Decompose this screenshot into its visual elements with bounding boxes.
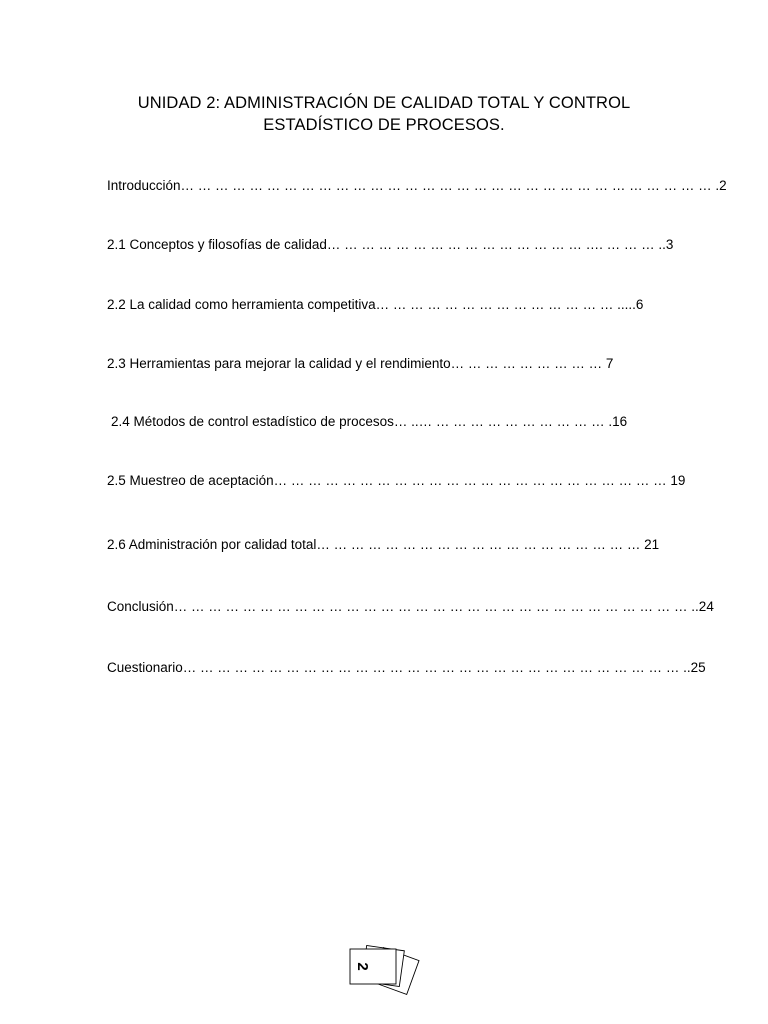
page-number-stack <box>342 940 422 1000</box>
toc-entry-2-2: 2.2 La calidad como herramienta competitiva… … … … … … … … … … … … … … .....6 <box>107 297 644 312</box>
page-title <box>96 92 672 136</box>
toc-entry-2-4: 2.4 Métodos de control estadístico de procesos… ..… … … … … … … … … … … .16 <box>111 414 628 429</box>
toc-entry-cuestionario: Cuestionario… … … … … … … … … … … … … … … … … … … … … … … … … … … … … ..25 <box>107 660 706 675</box>
toc-entry-2-5: 2.5 Muestreo de aceptación… … … … … … … … … … … … … … … … … … … … … … … 19 <box>107 473 686 488</box>
page-title-line-2: ESTADÍSTICO DE PROCESOS. <box>263 116 505 134</box>
toc-entry-conclusion: Conclusión… … … … … … … … … … … … … … … … … … … … … … … … … … … … … … ..24 <box>107 599 714 614</box>
page-number: 2 <box>354 962 371 971</box>
stacked-pages-icon <box>342 940 422 1000</box>
toc-entry-2-1: 2.1 Conceptos y filosofías de calidad… … … … … … … … … … … … … … … …. … … … ..3 <box>107 237 674 252</box>
toc-entry-2-3: 2.3 Herramientas para mejorar la calidad y el rendimiento… … … … … … … … … 7 <box>107 356 614 371</box>
page-title-line-1: UNIDAD 2: ADMINISTRACIÓN DE CALIDAD TOTAL Y CONTROL <box>137 94 631 112</box>
toc-entry-introduccion: Introducción… … … … … … … … … … … … … … … … … … … … … … … … … … … … … … … .2 <box>107 178 727 193</box>
toc-entry-2-6: 2.6 Administración por calidad total… … … … … … … … … … … … … … … … … … … 21 <box>107 537 660 552</box>
